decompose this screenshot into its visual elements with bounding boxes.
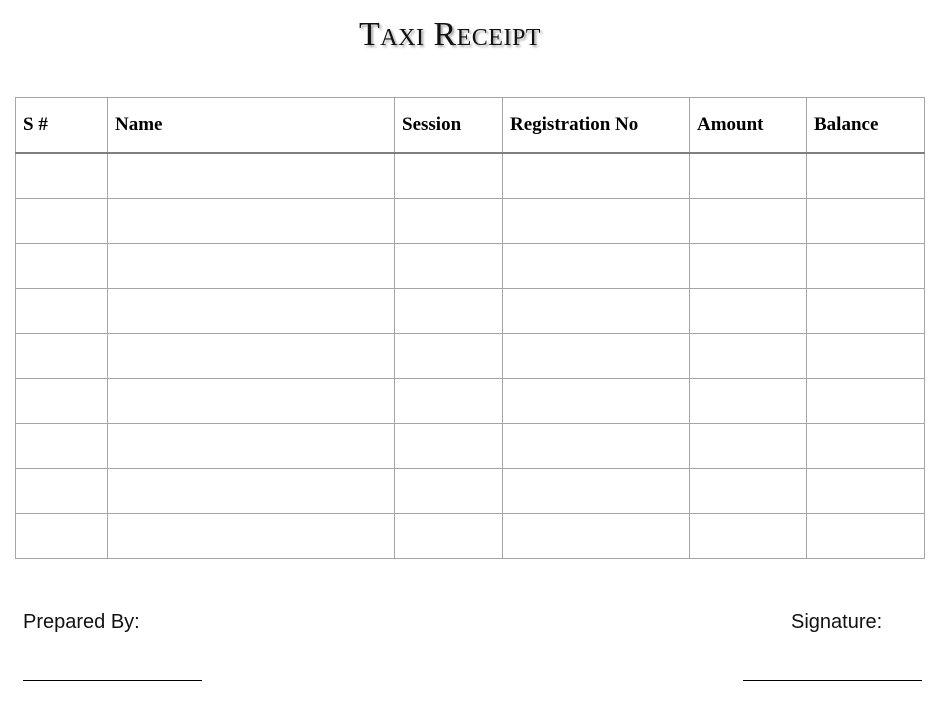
table-cell bbox=[503, 244, 690, 289]
table-cell bbox=[395, 199, 503, 244]
receipt-table bbox=[15, 97, 925, 559]
table-cell bbox=[16, 424, 108, 469]
table-cell bbox=[690, 514, 807, 559]
table-row bbox=[16, 289, 925, 334]
table-row bbox=[16, 379, 925, 424]
table-cell bbox=[108, 514, 395, 559]
table-cell bbox=[503, 514, 690, 559]
table-cell bbox=[503, 424, 690, 469]
table-cell bbox=[690, 199, 807, 244]
table-cell bbox=[16, 153, 108, 199]
table-cell bbox=[503, 153, 690, 199]
table-cell bbox=[807, 244, 925, 289]
signature-label: Signature: bbox=[791, 611, 883, 633]
table-cell bbox=[108, 153, 395, 199]
table-body bbox=[16, 153, 925, 559]
table-cell bbox=[690, 379, 807, 424]
table-cell bbox=[395, 379, 503, 424]
table-cell bbox=[395, 424, 503, 469]
table-cell bbox=[395, 244, 503, 289]
table-cell bbox=[16, 469, 108, 514]
table-cell bbox=[108, 469, 395, 514]
table-cell bbox=[16, 289, 108, 334]
table-cell bbox=[16, 334, 108, 379]
table-cell bbox=[807, 334, 925, 379]
table-cell bbox=[108, 199, 395, 244]
table-cell bbox=[395, 289, 503, 334]
column-header-balance: Balance bbox=[807, 98, 925, 154]
table-cell bbox=[108, 289, 395, 334]
table-cell bbox=[395, 514, 503, 559]
table-cell bbox=[690, 289, 807, 334]
table-row bbox=[16, 153, 925, 199]
table-cell bbox=[807, 469, 925, 514]
table-header-row bbox=[16, 98, 925, 154]
table-row bbox=[16, 424, 925, 469]
prepared-by-signature-line bbox=[23, 680, 202, 681]
column-header-amount: Amount bbox=[690, 98, 807, 154]
table-cell bbox=[395, 153, 503, 199]
table-cell bbox=[395, 469, 503, 514]
table-cell bbox=[503, 469, 690, 514]
table-cell bbox=[108, 334, 395, 379]
table-cell bbox=[503, 334, 690, 379]
table-cell bbox=[807, 153, 925, 199]
table-row bbox=[16, 199, 925, 244]
table-cell bbox=[16, 514, 108, 559]
table-cell bbox=[108, 424, 395, 469]
table-cell bbox=[16, 199, 108, 244]
column-header-serial: S # bbox=[16, 98, 108, 154]
table-cell bbox=[690, 153, 807, 199]
signature-line bbox=[743, 680, 922, 681]
column-header-session: Session bbox=[395, 98, 503, 154]
table-cell bbox=[16, 379, 108, 424]
table-row bbox=[16, 469, 925, 514]
prepared-by-label: Prepared By: bbox=[23, 611, 140, 633]
table-cell bbox=[807, 514, 925, 559]
table-cell bbox=[395, 334, 503, 379]
column-header-registration-no: Registration No bbox=[503, 98, 690, 154]
table-cell bbox=[807, 289, 925, 334]
table-row bbox=[16, 514, 925, 559]
column-header-name: Name bbox=[108, 98, 395, 154]
table-cell bbox=[807, 379, 925, 424]
table-cell bbox=[690, 244, 807, 289]
table-cell bbox=[690, 424, 807, 469]
table-cell bbox=[690, 334, 807, 379]
table-cell bbox=[503, 379, 690, 424]
table-cell bbox=[503, 199, 690, 244]
table-cell bbox=[16, 244, 108, 289]
table-cell bbox=[690, 469, 807, 514]
table-cell bbox=[503, 289, 690, 334]
table-cell bbox=[108, 379, 395, 424]
table-row bbox=[16, 244, 925, 289]
table-cell bbox=[807, 424, 925, 469]
table-cell bbox=[108, 244, 395, 289]
page-title: Taxi Receipt bbox=[359, 16, 541, 53]
table-row bbox=[16, 334, 925, 379]
table-cell bbox=[807, 199, 925, 244]
